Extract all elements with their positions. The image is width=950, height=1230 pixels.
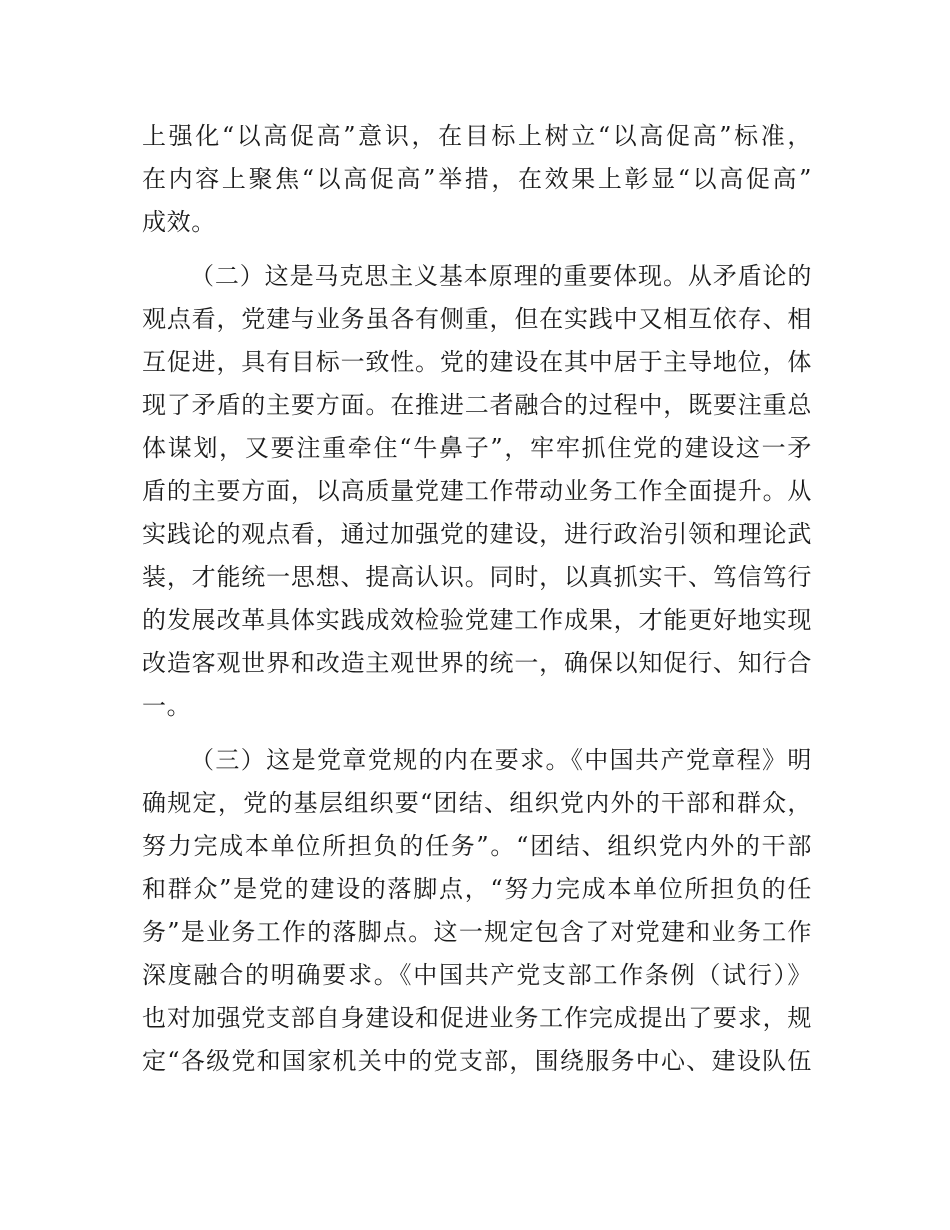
text-line: 成效。	[142, 208, 216, 236]
text-line: 盾的主要方面，以高质量党建工作带动业务工作全面提升。从	[142, 477, 812, 505]
text-line: 在内容上聚焦“以高促高”举措，在效果上彰显“以高促高”	[142, 165, 812, 193]
text-line: 装，才能统一思想、提高认识。同时，以真抓实干、笃信笃行	[142, 563, 812, 591]
text-line: 一。	[142, 692, 192, 720]
text-line: 互促进，具有目标一致性。党的建设在其中居于主导地位，体	[142, 348, 812, 376]
text-line: 定“各级党和国家机关中的党支部，围绕服务中心、建设队伍	[142, 1047, 812, 1075]
paragraph-start-line: （三）这是党章党规的内在要求。《中国共产党章程》明	[190, 746, 812, 774]
text-line: 的发展改革具体实践成效检验党建工作成果，才能更好地实现	[142, 606, 812, 634]
text-line: 上强化“以高促高”意识，在目标上树立“以高促高”标准，	[142, 122, 812, 150]
text-line: 务”是业务工作的落脚点。这一规定包含了对党建和业务工作	[142, 918, 812, 946]
text-line: 深度融合的明确要求。《中国共产党支部工作条例（试行）》	[142, 961, 812, 989]
text-line: 观点看，党建与业务虽各有侧重，但在实践中又相互依存、相	[142, 305, 812, 333]
text-line: 现了矛盾的主要方面。在推进二者融合的过程中，既要注重总	[142, 391, 812, 419]
text-line: 也对加强党支部自身建设和促进业务工作完成提出了要求，规	[142, 1004, 812, 1032]
text-line: 努力完成本单位所担负的任务”。“团结、组织党内外的干部	[142, 832, 812, 860]
text-line: 体谋划，又要注重牵住“牛鼻子”，牢牢抓住党的建设这一矛	[142, 434, 812, 462]
text-line: 确规定，党的基层组织要“团结、组织党内外的干部和群众，	[142, 789, 812, 817]
text-line: 改造客观世界和改造主观世界的统一，确保以知促行、知行合	[142, 649, 812, 677]
text-line: 实践论的观点看，通过加强党的建设，进行政治引领和理论武	[142, 520, 812, 548]
paragraph-start-line: （二）这是马克思主义基本原理的重要体现。从矛盾论的	[190, 262, 812, 290]
text-line: 和群众”是党的建设的落脚点，“努力完成本单位所担负的任	[142, 875, 812, 903]
